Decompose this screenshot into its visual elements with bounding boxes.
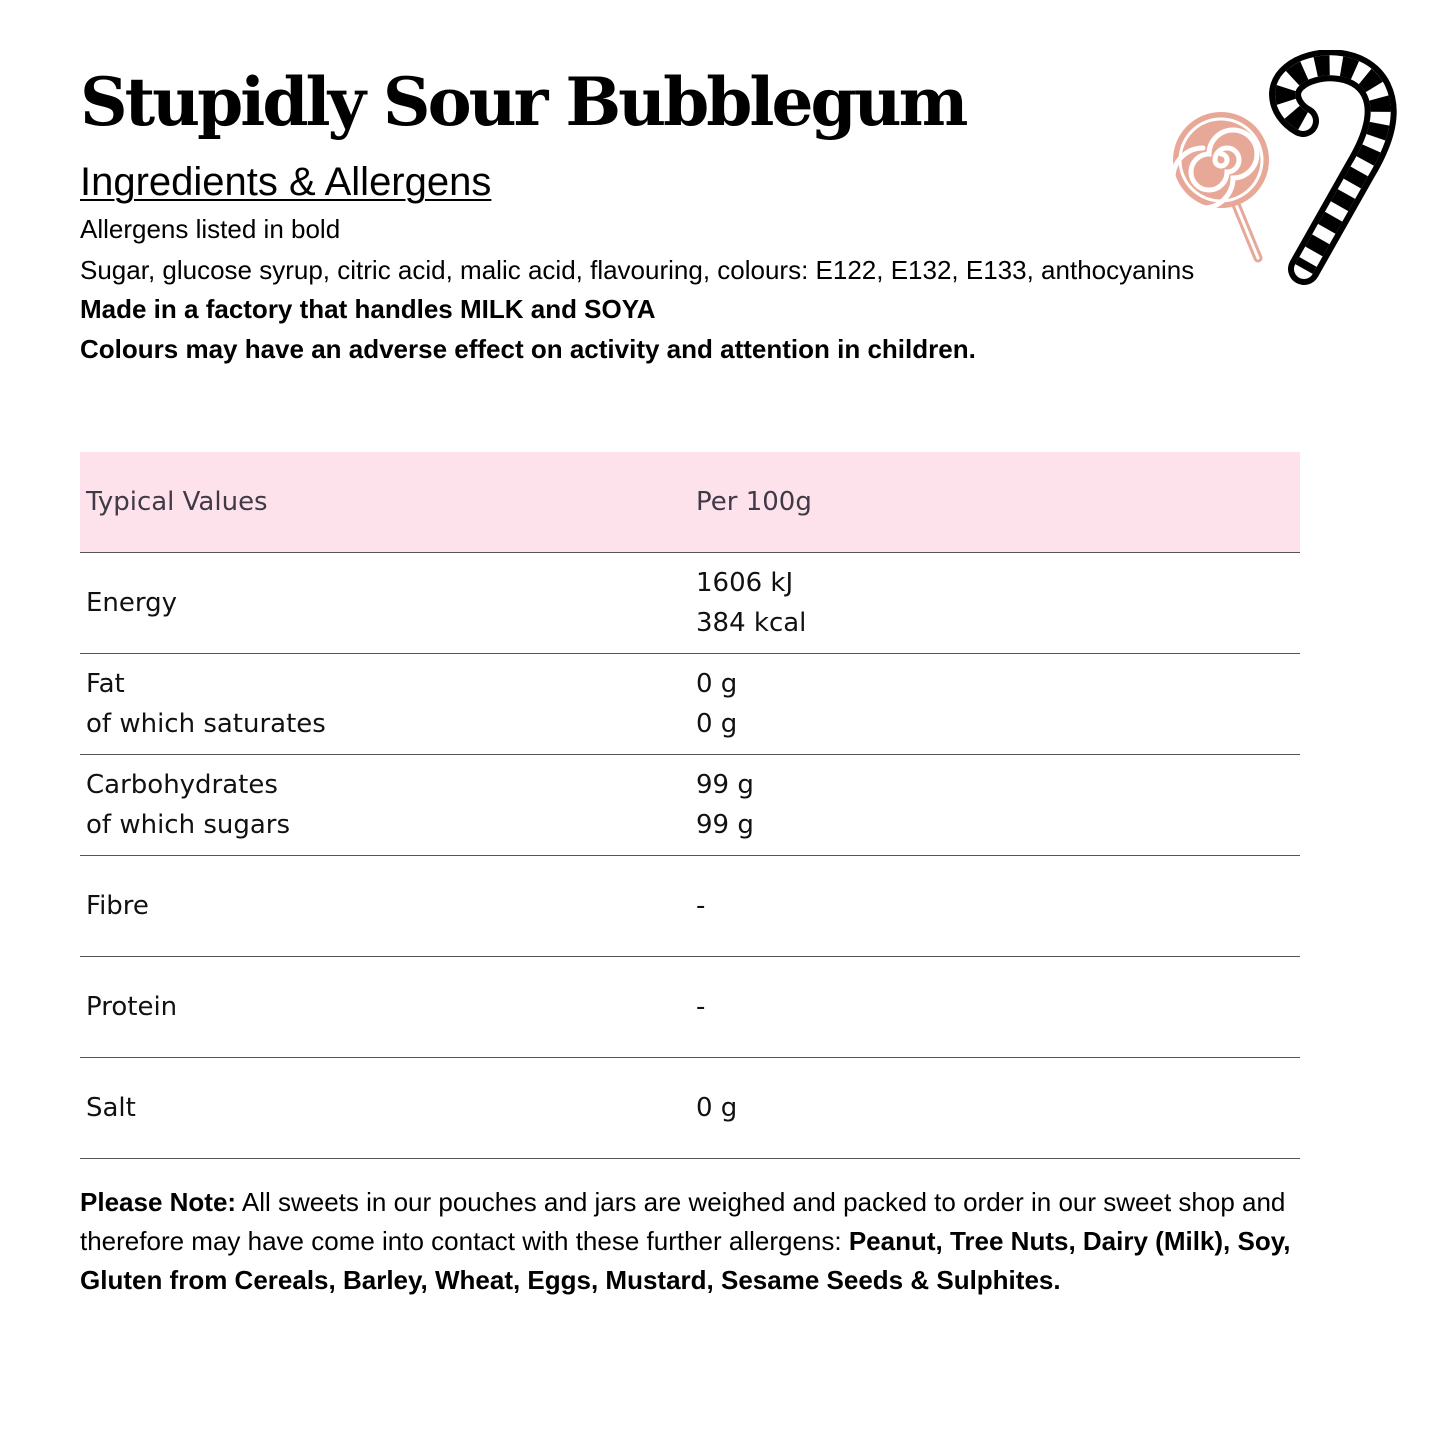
nutrient-label: Energy [86,588,178,618]
allergen-note: Allergens listed in bold [80,214,341,244]
nutrient-value: 0 g [696,709,738,739]
ingredients-list: Sugar, glucose syrup, citric acid, malic acid, flavouring, colours: E122, E132, E133, anthocyanins [80,255,1195,285]
allergen-disclaimer [80,1183,1360,1300]
nutrient-value: 0 g [696,669,738,699]
factory-warning: Made in a factory that handles MILK and SOYA [80,294,656,324]
note-text: All sweets in our pouches and jars are weighed and packed to order in our sweet shop and therefore may have come into contact with these further allergens: [80,1187,1286,1256]
table-row-protein [80,957,1300,1058]
section-subtitle: Ingredients & Allergens [80,160,492,204]
header-typical-values: Typical Values [86,487,268,517]
note-allergens: Peanut, Tree Nuts, Dairy (Milk), Soy, Gluten from Cereals, Barley, Wheat, Eggs, Mustard, Sesame Seeds & Sulphites. [80,1226,1291,1295]
nutrient-value: 99 g [696,810,754,840]
nutrition-table [80,452,1300,1159]
nutrition-header-row [80,452,1300,553]
nutrient-value: 0 g [696,1093,738,1123]
nutrient-label: Fat [86,669,125,699]
candy-cane-icon [1160,50,1400,290]
header-per-100g: Per 100g [696,487,812,517]
nutrient-label: Protein [86,992,178,1022]
sweets-illustration [1160,50,1400,290]
page-title: Stupidly Sour Bubblegum [80,63,966,141]
nutrient-label: Carbohydrates [86,770,278,800]
nutrient-value: - [696,992,706,1022]
nutrient-value: - [696,891,706,921]
nutrient-value: 384 kcal [696,608,807,638]
nutrient-label: Fibre [86,891,149,921]
nutrient-sublabel: of which saturates [86,709,326,739]
nutrient-sublabel: of which sugars [86,810,291,840]
table-row-salt [80,1058,1300,1159]
nutrient-label: Salt [86,1093,136,1123]
table-row-energy [80,553,1300,654]
nutrient-value: 1606 kJ [696,568,794,598]
nutrient-value: 99 g [696,770,754,800]
colour-warning: Colours may have an adverse effect on activity and attention in children. [80,334,976,364]
note-label: Please Note: [80,1187,237,1217]
table-row-carbohydrates [80,755,1300,856]
table-row-fibre [80,856,1300,957]
table-row-fat [80,654,1300,755]
